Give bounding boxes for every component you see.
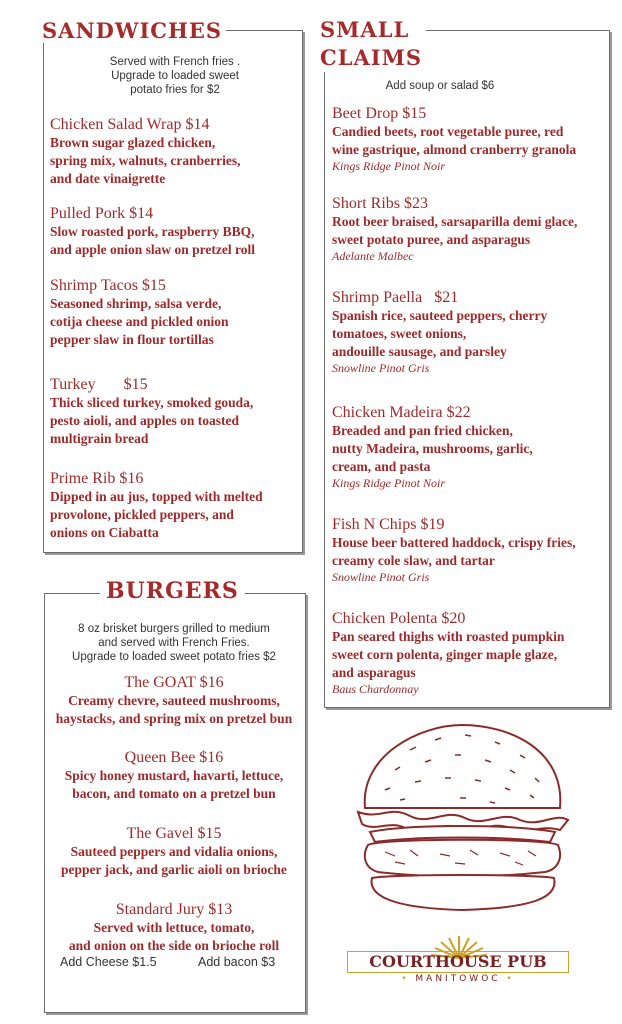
item-title: Beet Drop $15: [332, 105, 427, 122]
wine-pairing: Kings Ridge Pinot Noir: [332, 159, 446, 173]
item-title: Chicken Salad Wrap $14: [50, 116, 210, 133]
burger-drawing: [350, 720, 575, 915]
burger-illustration: [350, 720, 575, 915]
menu-item: Short Ribs $23 Root beer braised, sarsaparilla demi glace, sweet potato puree, and asparagus Adelante Malbec: [332, 194, 607, 264]
menu-item: Fish N Chips $19 House beer battered haddock, crispy fries, creamy cole slaw, and tartar Snowline Pinot Gris: [332, 515, 607, 585]
logo-name: COURTHOUSE PUB: [369, 952, 547, 971]
item-title: Shrimp Paella $21: [332, 289, 459, 306]
wine-pairing: Adelante Malbec: [332, 249, 414, 263]
item-title: The GOAT $16: [124, 674, 224, 691]
menu-item: Shrimp Paella $21 Spanish rice, sauteed peppers, cherry tomatoes, sweet onions, andouille sausage, and parsley Snowline Pinot Gris: [332, 288, 607, 376]
wine-pairing: Kings Ridge Pinot Noir: [332, 476, 446, 490]
wine-pairing: Baus Chardonnay: [332, 682, 419, 696]
courthouse-pub-logo: [345, 930, 573, 1012]
menu-item: Beet Drop $15 Candied beets, root vegetable puree, red wine gastrique, almond cranberry granola Kings Ridge Pinot Noir: [332, 104, 607, 174]
menu-item: Chicken Madeira $22 Breaded and pan fried chicken, nutty Madeira, mushrooms, garlic, cream, and pasta Kings Ridge Pinot Noir: [332, 403, 607, 491]
menu-item: Queen Bee $16 Spicy honey mustard, havarti, lettuce, bacon, and tomato on a pretzel bun: [48, 748, 300, 803]
item-title: Chicken Madeira $22: [332, 404, 471, 421]
menu-item: Chicken Polenta $20 Pan seared thighs with roasted pumpkin sweet corn polenta, ginger maple glaze, and asparagus Baus Chardonnay: [332, 609, 607, 697]
menu-item: Turkey $15 Thick sliced turkey, smoked gouda, pesto aioli, and apples on toasted multigrain bread: [50, 375, 295, 448]
item-title: Standard Jury $13: [115, 901, 233, 918]
item-title: Prime Rib $16: [50, 470, 144, 487]
item-title: Turkey $15: [50, 376, 148, 393]
item-title: Fish N Chips $19: [332, 516, 445, 533]
menu-item: Shrimp Tacos $15 Seasoned shrimp, salsa verde, cotija cheese and pickled onion pepper slaw in flour tortillas: [50, 276, 295, 349]
item-title: Pulled Pork $14: [50, 205, 154, 222]
addon-bacon: Add bacon $3: [198, 955, 276, 969]
menu-item: Pulled Pork $14 Slow roasted pork, raspberry BBQ, and apple onion slaw on pretzel roll: [50, 204, 295, 259]
small-claims-title: SMALL CLAIMS: [316, 16, 426, 72]
item-title: Queen Bee $16: [124, 749, 224, 766]
wine-pairing: Snowline Pinot Gris: [332, 570, 430, 584]
burgers-note: 8 oz brisket burgers grilled to medium and served with French Fries. Upgrade to loaded sweet potato fries $2: [72, 623, 276, 663]
item-title: The Gavel $15: [126, 825, 222, 842]
item-title: Chicken Polenta $20: [332, 610, 466, 627]
logo-city-row: • MANITOWOC •: [401, 974, 515, 984]
wine-pairing: Snowline Pinot Gris: [332, 361, 430, 375]
item-title: Short Ribs $23: [332, 195, 429, 212]
item-title: Shrimp Tacos $15: [50, 277, 166, 294]
burgers-title: BURGERS: [100, 578, 245, 604]
menu-item: Chicken Salad Wrap $14 Brown sugar glazed chicken, spring mix, walnuts, cranberries, and date vinaigrette: [50, 115, 295, 188]
logo-city: MANITOWOC: [415, 974, 501, 984]
menu-item: The GOAT $16 Creamy chevre, sauteed mushrooms, haystacks, and spring mix on pretzel bun: [48, 673, 300, 728]
sandwiches-note: Served with French fries . Upgrade to loaded sweet potato fries for $2: [109, 56, 241, 96]
small-claims-note: Add soup or salad $6: [385, 80, 495, 92]
addon-cheese: Add Cheese $1.5: [60, 955, 157, 969]
burger-addons: [60, 955, 300, 969]
sandwiches-title: SANDWICHES: [38, 18, 226, 43]
menu-item: The Gavel $15 Sauteed peppers and vidalia onions, pepper jack, and garlic aioli on brioche: [48, 824, 300, 879]
menu-item: Prime Rib $16 Dipped in au jus, topped with melted provolone, pickled peppers, and onions on Ciabatta: [50, 469, 295, 542]
menu-item: Standard Jury $13 Served with lettuce, tomato, and onion on the side on brioche roll: [48, 900, 300, 955]
